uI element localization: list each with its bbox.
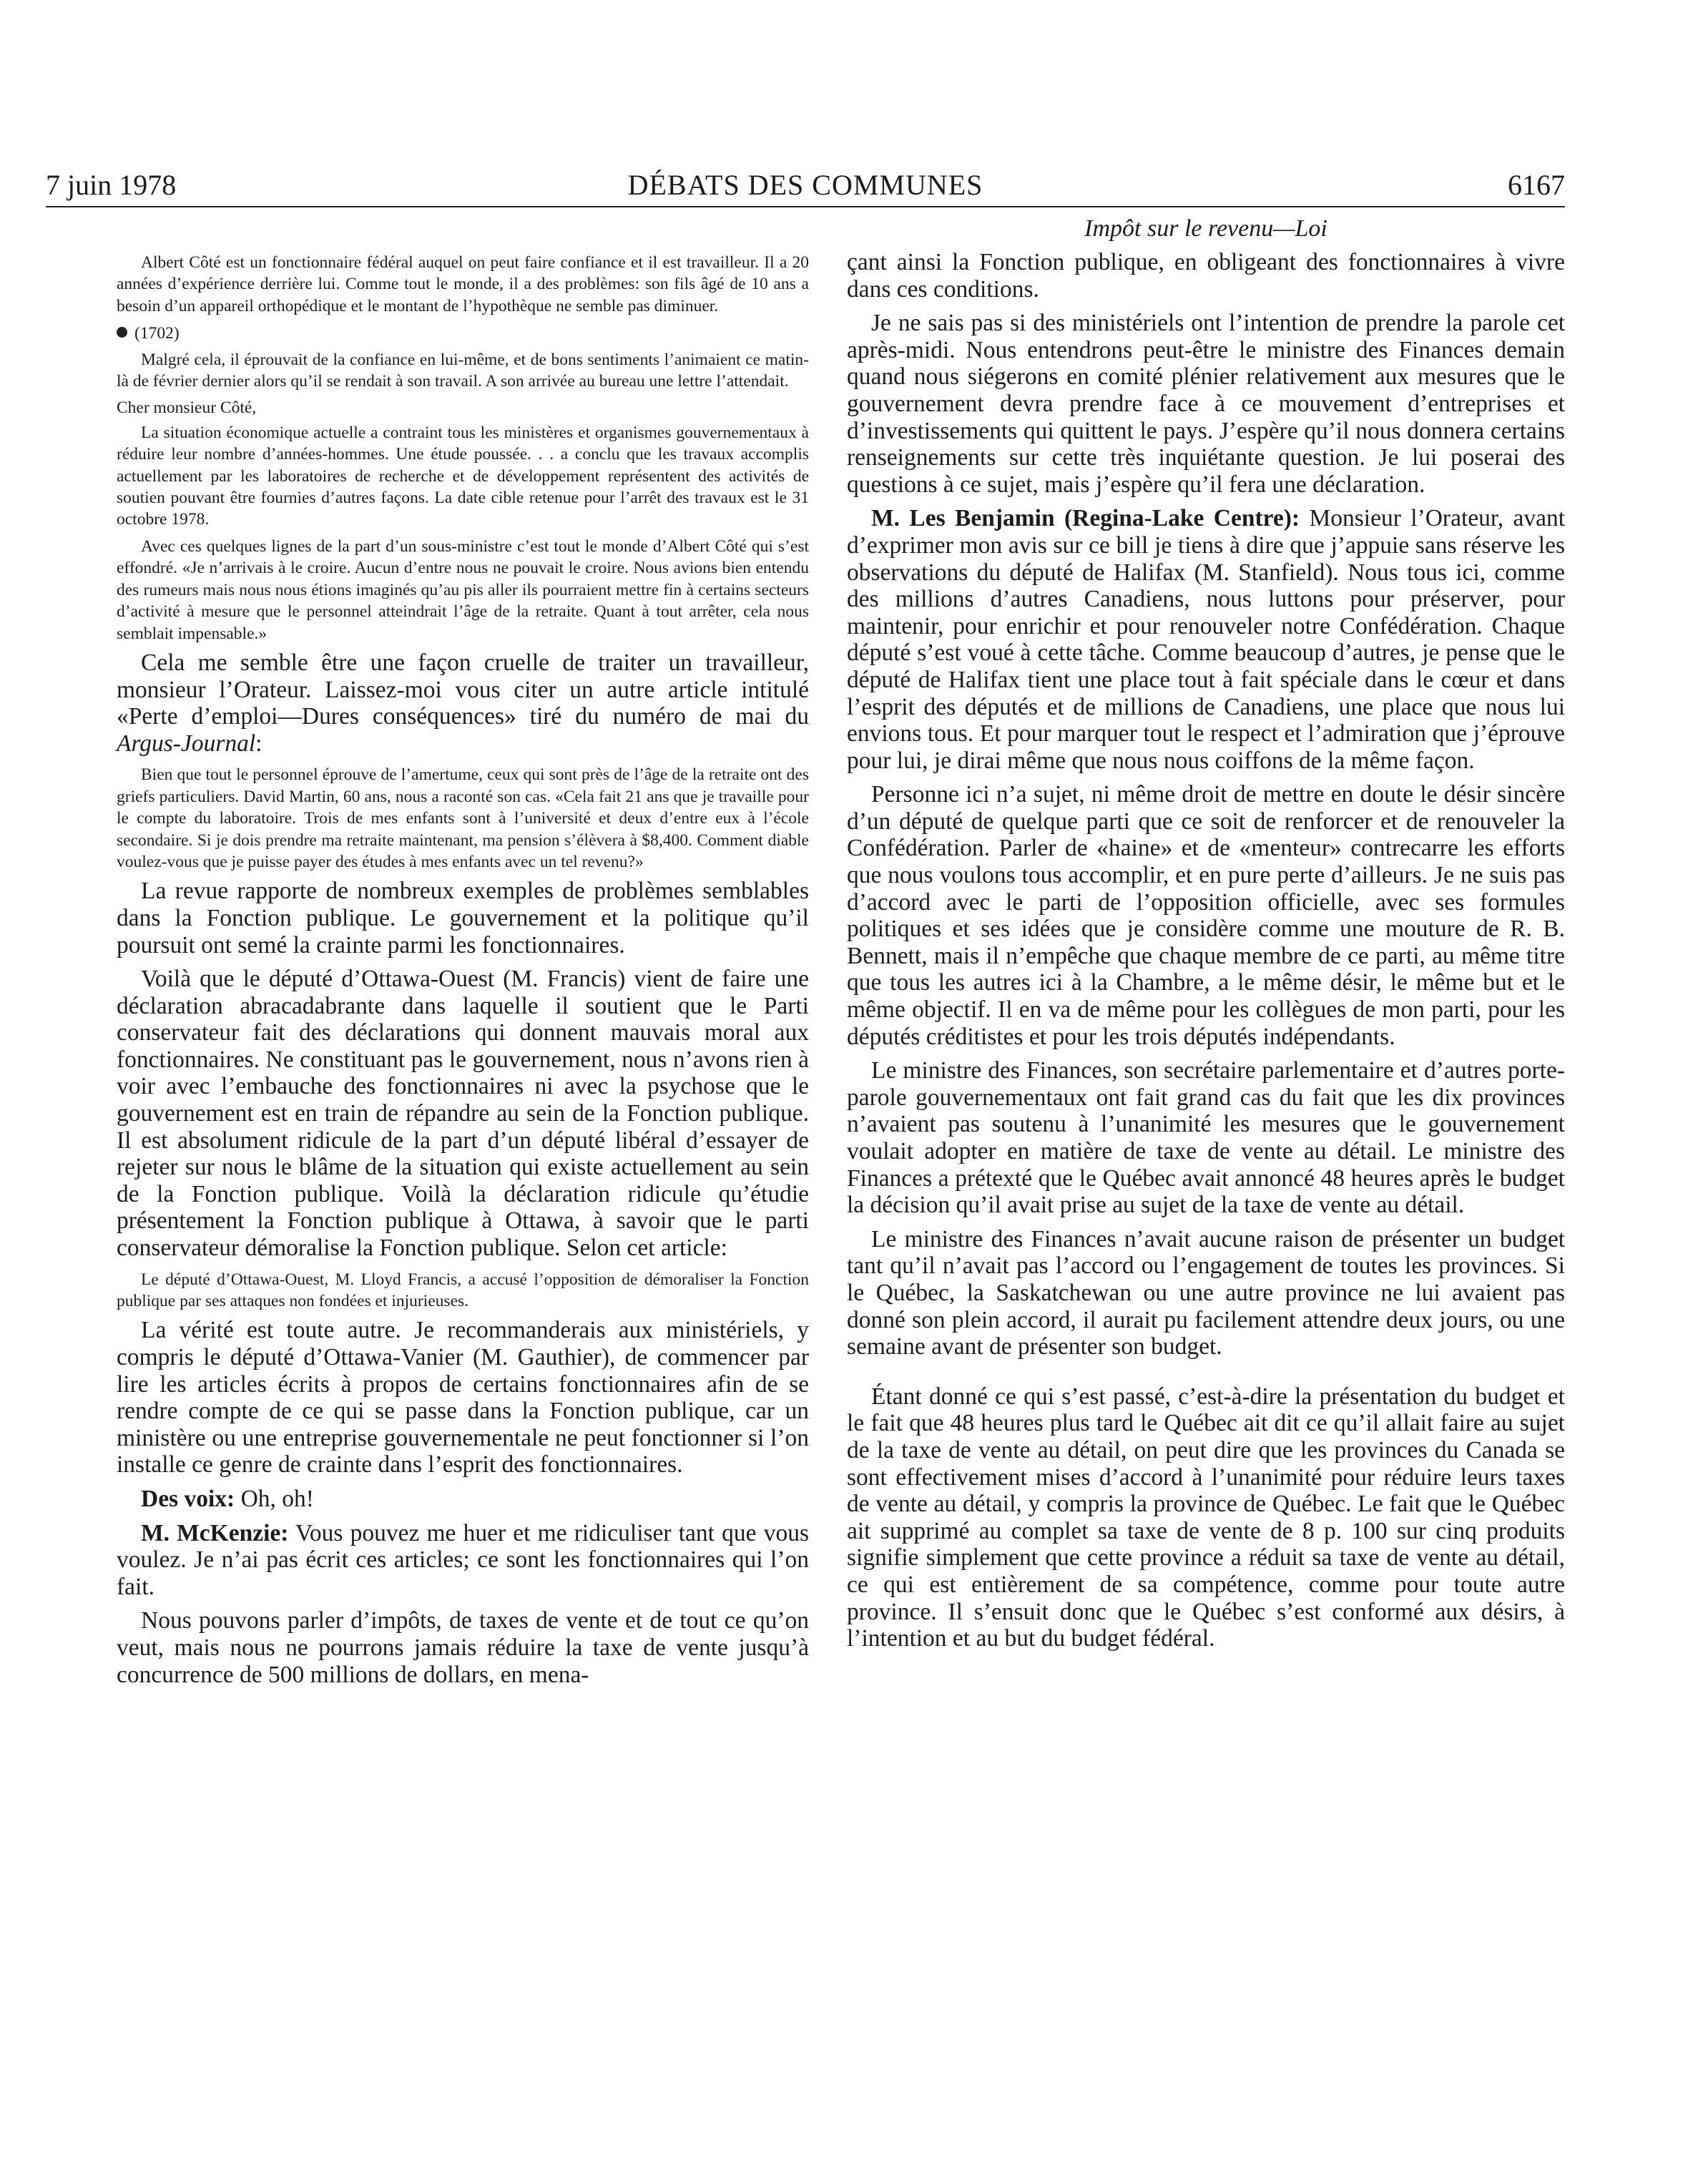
- time-marker: [117, 323, 809, 344]
- header-title: DÉBATS DES COMMUNES: [627, 169, 983, 201]
- time-stamp: (1702): [134, 324, 180, 343]
- body-paragraph: Je ne sais pas si des ministériels ont l’intention de prendre la parole cet après-midi. Nous entendrons peut-être le ministre des Finances demain quand nous siégerons en comité plénier relativement aux mesures que le gouvernement devra prendre face à ce mouvement d’entreprises et d’investissements qui quittent le pays. J’espère qu’il nous donnera certains renseignements sur cette très inquiétante question. Je lui poserai des questions à ce sujet, mais j’espère qu’il fera une déclaration.: [847, 310, 1565, 498]
- page-header: [46, 167, 1565, 207]
- paragraph-gap: [847, 1368, 1565, 1383]
- speech-text: Vous pouvez me huer et me ridiculiser tant que vous voulez. Je n’ai pas écrit ces articles; ce sont les fonctionnaires qui l’on fait.: [117, 1519, 809, 1600]
- header-date: 7 juin 1978: [46, 169, 177, 201]
- speaker-name: Des voix:: [141, 1486, 235, 1512]
- speaker-name: M. Les Benjamin (Regina-Lake Centre):: [871, 505, 1300, 532]
- body-paragraph: Le ministre des Finances, son secrétaire parlementaire et d’autres porte-parole gouvernementaux ont fait grand cas du fait que les dix provinces n’avaient pas soutenu à l’unanimité les mesures que le gouvernement voulait adopter en matière de taxe de vente au détail. Le ministre des Finances a prétexté que le Québec avait annoncé 48 heures après le budget la décision qu’il avait prise au sujet de la taxe de vente au détail.: [847, 1057, 1565, 1219]
- interjection: [117, 1486, 809, 1513]
- body-paragraph: Le ministre des Finances n’avait aucune raison de présenter un budget tant qu’il n’avait pas l’accord ou l’engagement de toutes les provinces. Si le Québec, la Saskatchewan ou une autre province ne lui avaient pas donné son plein accord, il aurait pu facilement attendre deux jours, ou une semaine avant de présenter son budget.: [847, 1225, 1565, 1360]
- body-paragraph: Voilà que le député d’Ottawa-Ouest (M. Francis) vient de faire une déclaration abracadabrante dans laquelle il soutient que le Parti conservateur fait des déclarations qui donnent mauvais moral aux fonctionnaires. Ne constituant pas le gouvernement, nous n’avons rien à voir avec l’embauche des fonctionnaires ni avec la psychose que le gouvernement est en train de répandre au sein de la Fonction publique. Il est absolument ridicule de la part d’un député libéral d’essayer de rejeter sur nous le blâme de la situation qui existe actuellement au sein de la Fonction publique. Voilà la déclaration ridicule qu’étudie présentement la Fonction publique à Ottawa, à savoir que le parti conservateur démoralise la Fonction publique. Selon cet article:: [117, 966, 809, 1262]
- body-paragraph: [117, 649, 809, 757]
- letter-salutation: Cher monsieur Côté,: [117, 398, 257, 418]
- right-column: [847, 215, 1565, 1659]
- quote-paragraph: Albert Côté est un fonctionnaire fédéral auquel on peut faire confiance et il est travailleur. Il a 20 années d’expérience derrière lui. Comme tout le monde, il a des problèmes: son fils âgé de 10 ans a besoin d’un appareil orthopédique et le montant de l’hypothèque ne semble pas diminuer.: [117, 253, 809, 315]
- bullet-icon: [117, 327, 127, 338]
- running-head: Impôt sur le revenu—Loi: [1084, 215, 1327, 242]
- speaker-name: M. McKenzie:: [141, 1519, 289, 1546]
- left-column: [117, 215, 809, 1695]
- body-paragraph: Personne ici n’a sujet, ni même droit de mettre en doute le désir sincère d’un député de quelque parti que ce soit de renforcer et de renouveler la Confédération. Parler de «haine» et de «menteur» contrecarre les efforts que nous voulons tous accomplir, et en pure perte d’ailleurs. Je ne suis pas d’accord avec le parti de l’opposition officielle, avec ses formules politiques et ses idées que je considère comme une mouture de R. B. Bennett, mais il n’empêche que chaque membre de ce parti, au même titre que tous les autres ici à la Chambre, a le même désir, le même but et le même objectif. Il en va de même pour les collègues de mon parti, pour les députés créditistes et pour les trois députés indépendants.: [847, 781, 1565, 1050]
- body-text: Cela me semble être une façon cruelle de traiter un travailleur, monsieur l’Orateur. Laissez-moi vous citer un autre article intitulé «Perte d’emploi—Dures conséquences» tiré du numéro de mai du: [117, 649, 809, 730]
- body-paragraph: çant ainsi la Fonction publique, en obligeant des fonctionnaires à vivre dans ces conditions.: [847, 249, 1565, 303]
- speech-text: Monsieur l’Orateur, avant d’exprimer mon avis sur ce bill je tiens à dire que j’appuie sans réserve les observations du député de Halifax (M. Stanfield). Nous tous ici, comme des millions d’autres Canadiens, nous luttons pour préserver, pour maintenir, pour enrichir et pour renouveler notre Confédération. Chaque député s’est voué à cette tâche. Comme beaucoup d’autres, je pense que le député de Halifax tient une place tout à fait spéciale dans le cœur et dans l’esprit des députés et de millions de Canadiens, une place que nous lui envions tous. Et pour marquer tout le respect et l’admiration que j’éprouve pour lui, je dirai même que nous nous coiffons de la même façon.: [847, 505, 1565, 774]
- page-number: 6167: [1508, 169, 1565, 201]
- quote-paragraph: Bien que tout le personnel éprouve de l’amertume, ceux qui sont près de l’âge de la retraite ont des griefs particuliers. David Martin, 60 ans, nous a raconté son cas. «Cela fait 21 ans que je travaille pour le compte du laboratoire. Trois de mes enfants sont à l’université et deux d’entre eux à l’école secondaire. Si je dois prendre ma retraite maintenant, ma pension s’élèvera à $8,400. Comment diable voulez-vous que je puisse payer des études à mes enfants avec un tel revenu?»: [117, 765, 809, 871]
- body-paragraph: Nous pouvons parler d’impôts, de taxes de vente et de tout ce qu’on veut, mais nous ne pourrons jamais réduire la taxe de vente jusqu’à concurrence de 500 millions de dollars, en mena-: [117, 1607, 809, 1688]
- quote-paragraph: Avec ces quelques lignes de la part d’un sous-ministre c’est tout le monde d’Albert Côté qui s’est effondré. «Je n’arrivais à le croire. Aucun d’entre nous ne pouvait le croire. Nous avions bien entendu des rumeurs mais nous nous étions imaginés qu’au pis aller ils pourraient mettre fin à certains secteurs d’activité à mesure que le personnel atteindrait l’âge de la retraite. Quant à tout arrêter, cela nous semblait impensable.»: [117, 536, 809, 643]
- quote-paragraph: Le député d’Ottawa-Ouest, M. Lloyd Francis, a accusé l’opposition de démoraliser la Fonction publique par ses attaques non fondées et injurieuses.: [117, 1270, 809, 1311]
- speech-paragraph: [117, 1520, 809, 1601]
- body-paragraph: La revue rapporte de nombreux exemples de problèmes semblables dans la Fonction publique. Le gouvernement et la politique qu’il poursuit ont semé la crainte parmi les fonctionnaires.: [117, 878, 809, 958]
- body-paragraph: La vérité est toute autre. Je recommanderais aux ministériels, y compris le député d’Ottawa-Vanier (M. Gauthier), de commencer par lire les articles écrits à propos de certains fonctionnaires afin de se rendre compte de ce qui se passe dans la Fonction publique, car un ministère ou une entreprise gouvernementale ne peut fonctionner si l’on installe ce genre de crainte dans l’esprit des fonctionnaires.: [117, 1317, 809, 1478]
- journal-title: Argus-Journal: [117, 730, 256, 757]
- quote-paragraph: Malgré cela, il éprouvait de la confiance en lui-même, et de bons sentiments l’animaient ce matin-là de février dernier alors qu’il se rendait à son travail. A son arrivée au bureau une lettre l’attendait.: [117, 350, 809, 391]
- body-text: :: [255, 730, 262, 757]
- quote-paragraph: La situation économique actuelle a contraint tous les ministères et organismes gouvernementaux à réduire leur nombre d’années-hommes. Une étude poussée. . . a conclu que les travaux accomplis actuellement par les laboratoires de recherche et de développement représentent des activités de soutien pouvant être fournies d’autres façons. La date cible retenue pour l’arrêt des travaux est le 31 octobre 1978.: [117, 423, 809, 529]
- body-paragraph: Étant donné ce qui s’est passé, c’est-à-dire la présentation du budget et le fait que 48 heures plus tard le Québec ait dit ce qu’il allait faire au sujet de la taxe de vente au détail, on peut dire que les provinces du Canada se sont effectivement mises d’accord à l’unanimité pour réduire leurs taxes de vente au détail, y compris la province de Québec. Le fait que le Québec ait supprimé au complet sa taxe de vente de 8 p. 100 sur cinq produits signifie simplement que cette province a réduit sa taxe de vente au détail, ce qui est entièrement de sa compétence, comme pour toute autre province. Il s’ensuit donc que le Québec s’est conformé aux désirs, à l’intention et au but du budget fédéral.: [847, 1383, 1565, 1652]
- speech-text: Oh, oh!: [235, 1486, 314, 1512]
- speech-paragraph: [847, 505, 1565, 774]
